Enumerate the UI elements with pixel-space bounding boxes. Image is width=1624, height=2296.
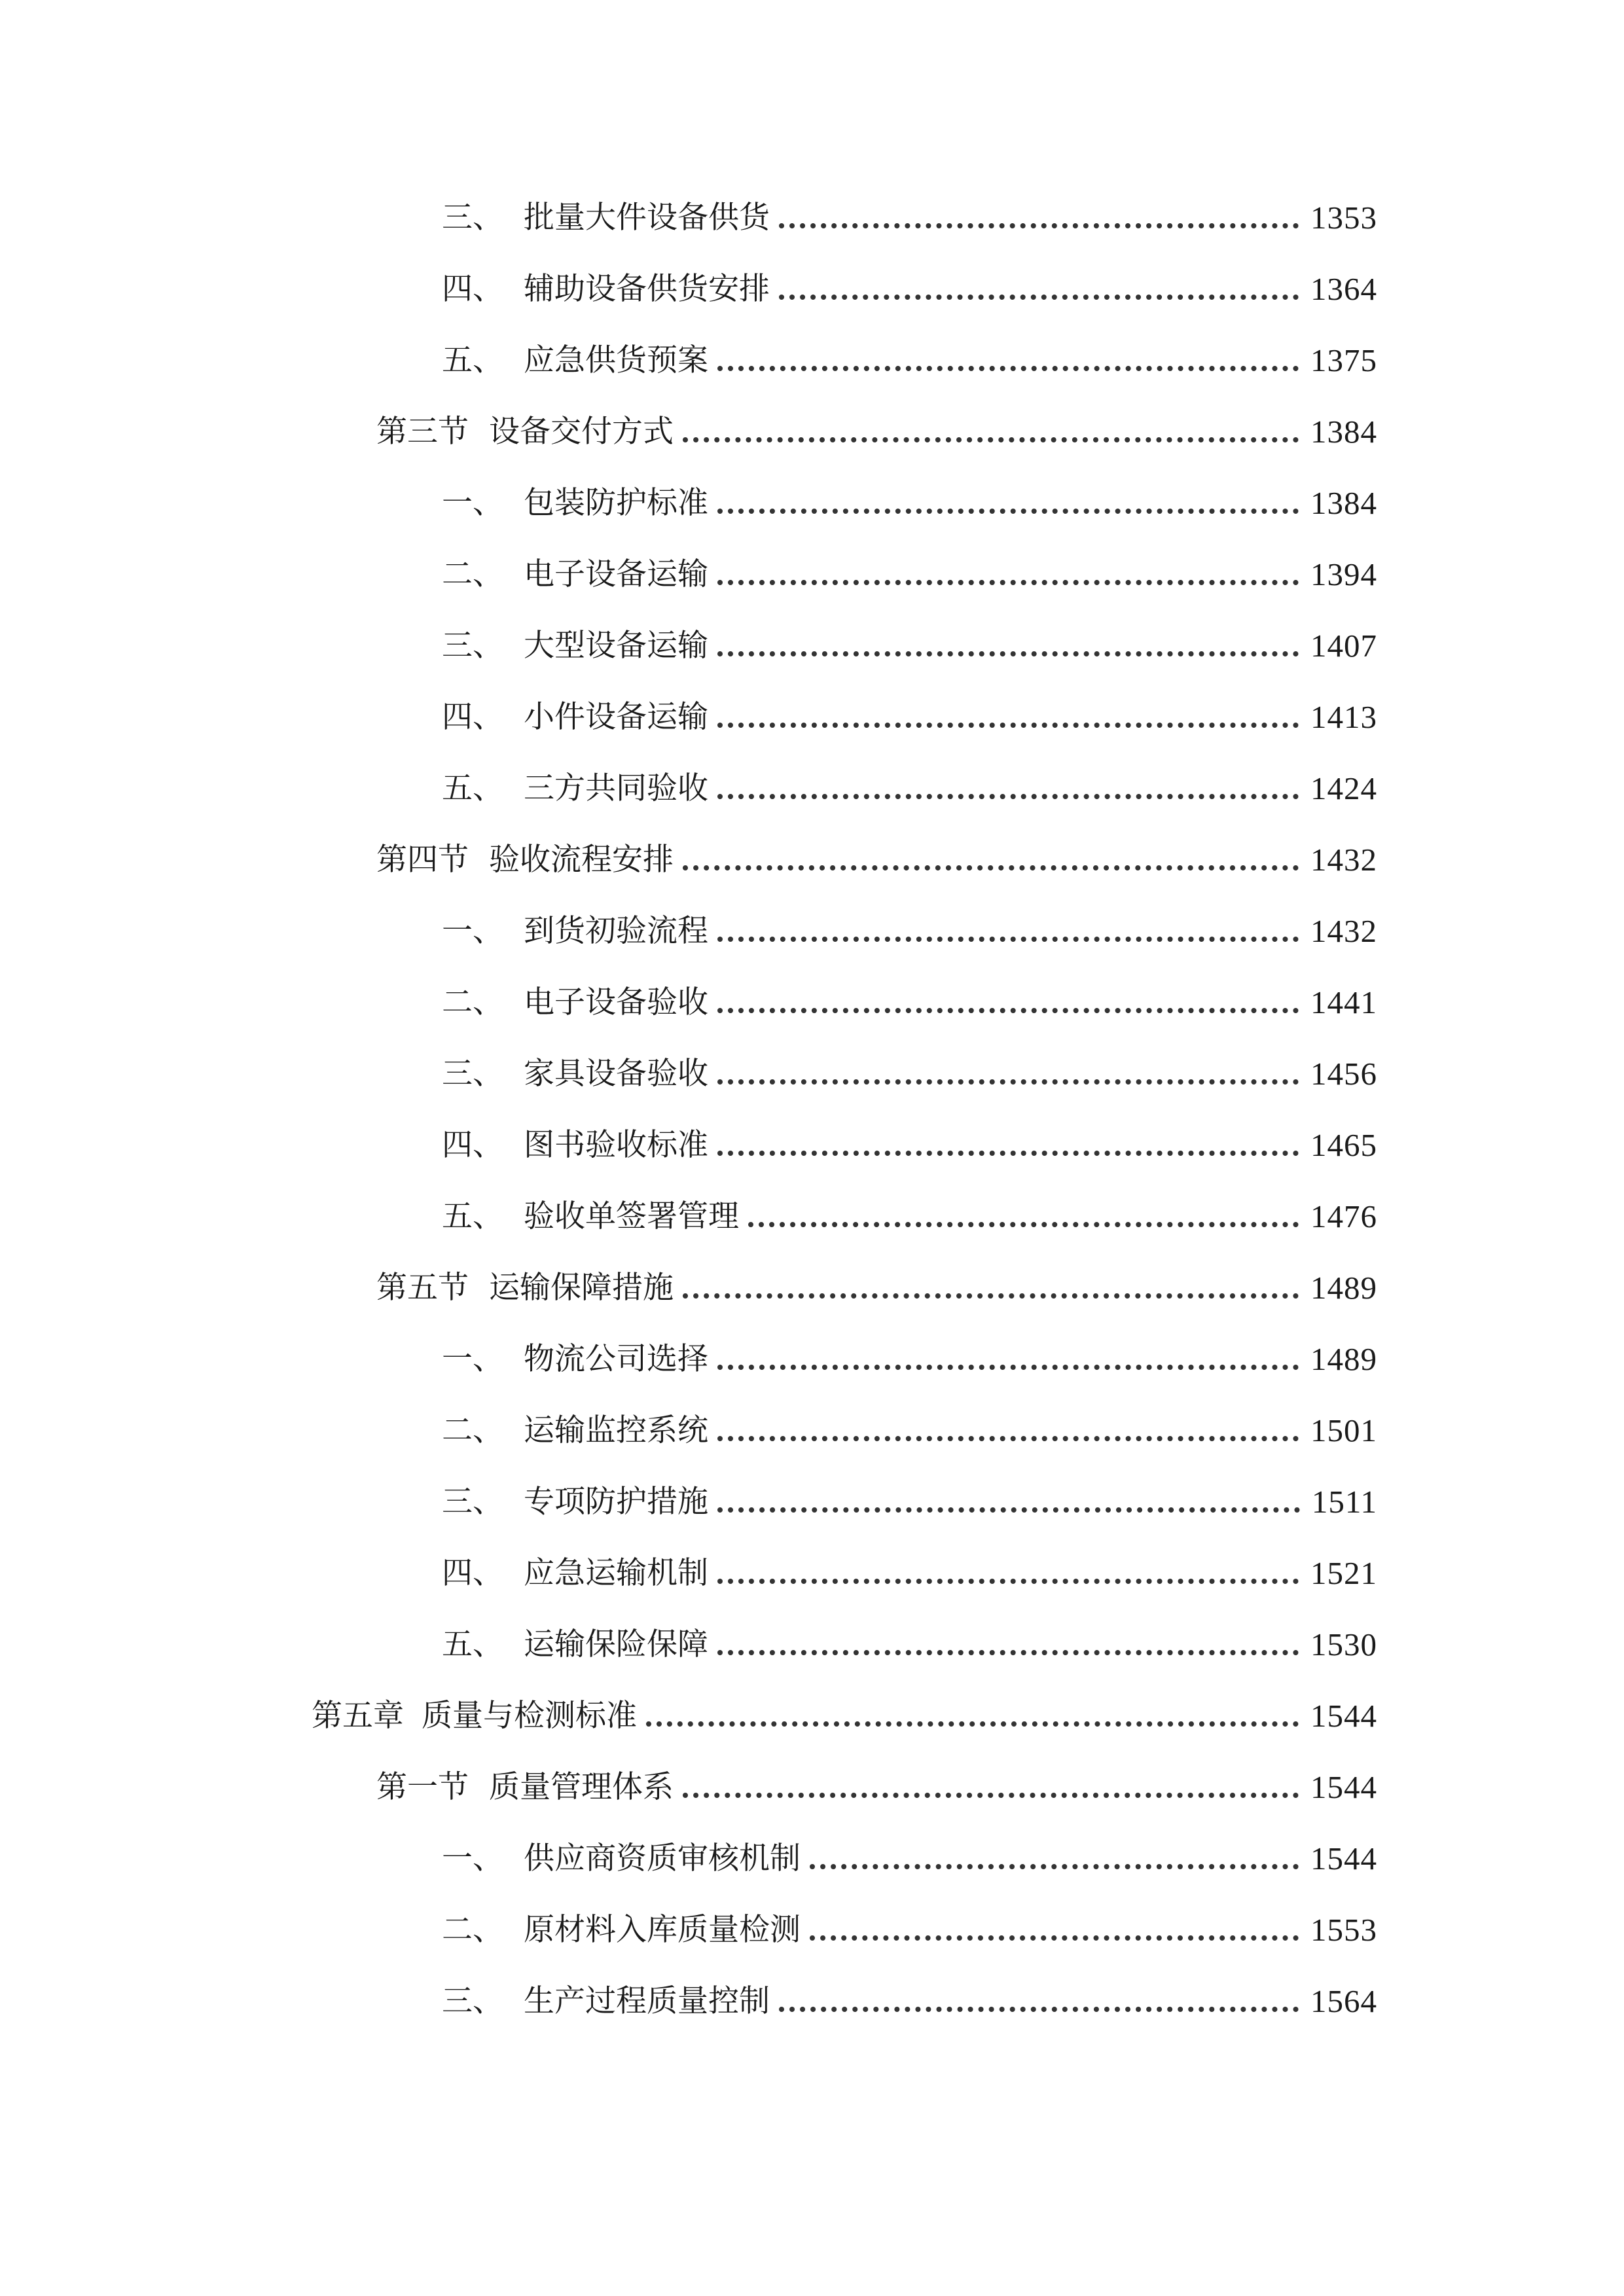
- dot-leader: [717, 1008, 1299, 1013]
- dot-leader: [683, 865, 1299, 870]
- toc-entry-number: 一、: [442, 1840, 503, 1876]
- toc-entry-page: 1407: [1310, 628, 1377, 664]
- toc-entry-page: 1564: [1310, 1983, 1377, 2019]
- toc-entry-title: 家具设备验收: [524, 1056, 708, 1092]
- dot-leader: [717, 794, 1299, 799]
- dot-leader: [717, 1436, 1299, 1441]
- dot-leader: [683, 1293, 1299, 1299]
- toc-entry-page: 1424: [1310, 770, 1377, 806]
- toc-entry-number: 五、: [442, 342, 503, 378]
- dot-leader: [646, 1721, 1299, 1727]
- dot-leader: [717, 366, 1299, 371]
- toc-entry-number: 第五章: [312, 1698, 404, 1734]
- toc-entry-title: 辅助设备供货安排: [524, 271, 770, 307]
- dot-leader: [779, 295, 1299, 300]
- toc-entry-title: 应急供货预案: [524, 342, 708, 378]
- toc-entry-title: 到货初验流程: [524, 913, 708, 949]
- toc-entry-number: 二、: [442, 556, 503, 592]
- dot-leader: [717, 937, 1299, 942]
- toc-entry-title: 电子设备验收: [524, 984, 708, 1020]
- toc-entry-title: 大型设备运输: [524, 628, 708, 664]
- toc-entry[interactable]: [312, 1690, 1377, 1742]
- toc-entry-number: 一、: [442, 1341, 503, 1377]
- toc-entry[interactable]: [442, 548, 1377, 601]
- dot-leader: [717, 1151, 1299, 1156]
- dot-leader: [717, 1079, 1299, 1085]
- toc-entry-number: 三、: [442, 1484, 503, 1520]
- toc-entry-page: 1353: [1310, 200, 1377, 236]
- toc-entry[interactable]: [376, 406, 1377, 458]
- toc-entry-number: 二、: [442, 984, 503, 1020]
- toc-entry-page: 1476: [1310, 1198, 1377, 1234]
- dot-leader: [810, 1864, 1299, 1869]
- toc-entry-title: 三方共同验收: [524, 770, 708, 806]
- dot-leader: [717, 651, 1299, 656]
- toc-entry-number: 四、: [442, 271, 503, 307]
- toc-entry-title: 运输保险保障: [524, 1626, 708, 1662]
- dot-leader: [748, 1222, 1299, 1227]
- toc-entry-page: 1413: [1310, 699, 1377, 735]
- toc-entry-number: 三、: [442, 200, 503, 236]
- toc-entry-number: 二、: [442, 1412, 503, 1448]
- toc-entry[interactable]: [442, 762, 1377, 815]
- toc-entry-page: 1553: [1310, 1912, 1377, 1948]
- toc-entry-page: 1384: [1310, 485, 1377, 521]
- toc-entry-number: 四、: [442, 1127, 503, 1163]
- dot-leader: [717, 580, 1299, 585]
- toc-entry-title: 包装防护标准: [524, 485, 708, 521]
- toc-entry-title: 应急运输机制: [524, 1555, 708, 1591]
- toc-entry[interactable]: [442, 1547, 1377, 1600]
- toc-entry-page: 1544: [1310, 1769, 1377, 1805]
- toc-entry-title: 生产过程质量控制: [524, 1983, 770, 2019]
- toc-entry-page: 1511: [1311, 1484, 1377, 1520]
- toc-entry-number: 五、: [442, 770, 503, 806]
- toc-entry-number: 三、: [442, 1056, 503, 1092]
- dot-leader: [683, 1793, 1299, 1798]
- toc-entry-number: 五、: [442, 1626, 503, 1662]
- toc-entry[interactable]: [442, 1904, 1377, 1956]
- toc-entry-page: 1432: [1310, 913, 1377, 949]
- toc-entry[interactable]: [442, 1333, 1377, 1386]
- toc-entry-number: 三、: [442, 1983, 503, 2019]
- dot-leader: [683, 437, 1299, 442]
- toc-entry-page: 1441: [1310, 984, 1377, 1020]
- toc-entry-number: 第四节: [376, 842, 469, 878]
- toc-entry[interactable]: [376, 834, 1377, 886]
- toc-entry[interactable]: [442, 1975, 1377, 2028]
- toc-entry-title: 原材料入库质量检测: [524, 1912, 801, 1948]
- toc-entry-title: 批量大件设备供货: [524, 200, 770, 236]
- toc-entry[interactable]: [442, 905, 1377, 958]
- dot-leader: [717, 723, 1299, 728]
- toc-entry-title: 质量管理体系: [489, 1769, 674, 1805]
- dot-leader: [717, 1365, 1299, 1370]
- toc-entry-number: 二、: [442, 1912, 503, 1948]
- toc-entry-page: 1489: [1310, 1341, 1377, 1377]
- toc-entry-number: 一、: [442, 485, 503, 521]
- toc-entry-title: 供应商资质审核机制: [524, 1840, 801, 1876]
- toc-entry[interactable]: [442, 1191, 1377, 1243]
- toc-entry-page: 1364: [1310, 271, 1377, 307]
- toc-entry-page: 1521: [1310, 1555, 1377, 1591]
- toc-entry-number: 四、: [442, 699, 503, 735]
- toc-entry-page: 1544: [1310, 1698, 1377, 1734]
- toc-entry-title: 运输保障措施: [489, 1270, 674, 1306]
- toc-entry[interactable]: [442, 334, 1377, 387]
- toc-entry-title: 专项防护措施: [524, 1484, 708, 1520]
- toc-entry-number: 第五节: [376, 1270, 469, 1306]
- toc-entry-number: 第三节: [376, 414, 469, 450]
- toc-entry-title: 图书验收标准: [524, 1127, 708, 1163]
- toc-entry[interactable]: [376, 1761, 1377, 1814]
- toc-entry-page: 1530: [1310, 1626, 1377, 1662]
- toc-entry-title: 质量与检测标准: [422, 1698, 637, 1734]
- toc-entry-title: 物流公司选择: [524, 1341, 708, 1377]
- toc-entry[interactable]: [442, 1833, 1377, 1885]
- toc-entry-number: 五、: [442, 1198, 503, 1234]
- toc-entry-title: 设备交付方式: [489, 414, 674, 450]
- toc-entry[interactable]: [442, 620, 1377, 672]
- toc-entry-number: 三、: [442, 628, 503, 664]
- dot-leader: [810, 1935, 1299, 1941]
- toc-entry[interactable]: [442, 263, 1377, 315]
- dot-leader: [717, 1507, 1300, 1513]
- toc-entry-number: 一、: [442, 913, 503, 949]
- toc-entry[interactable]: [442, 1048, 1377, 1100]
- toc-entry-title: 验收流程安排: [489, 842, 674, 878]
- toc-entry-page: 1394: [1310, 556, 1377, 592]
- toc-entry-page: 1375: [1310, 342, 1377, 378]
- toc-entry-page: 1432: [1310, 842, 1377, 878]
- toc-entry-page: 1465: [1310, 1127, 1377, 1163]
- toc-entry-title: 小件设备运输: [524, 699, 708, 735]
- toc-entry-page: 1544: [1310, 1840, 1377, 1876]
- toc-entry[interactable]: [442, 977, 1377, 1029]
- toc-entry[interactable]: [442, 1476, 1377, 1528]
- toc-entry[interactable]: [442, 477, 1377, 529]
- dot-leader: [779, 223, 1299, 228]
- toc-entry-number: 第一节: [376, 1769, 469, 1805]
- toc-entry[interactable]: [442, 1405, 1377, 1457]
- dot-leader: [717, 509, 1299, 514]
- toc-entry[interactable]: [442, 1119, 1377, 1172]
- toc-entry-page: 1384: [1310, 414, 1377, 450]
- toc-entry-title: 电子设备运输: [524, 556, 708, 592]
- toc-entry[interactable]: [442, 192, 1377, 244]
- toc-entry-page: 1489: [1310, 1270, 1377, 1306]
- toc-entry[interactable]: [376, 1262, 1377, 1314]
- dot-leader: [717, 1650, 1299, 1655]
- dot-leader: [717, 1579, 1299, 1584]
- toc-entry-page: 1456: [1310, 1056, 1377, 1092]
- toc-entry[interactable]: [442, 1619, 1377, 1671]
- toc-entry[interactable]: [442, 691, 1377, 744]
- dot-leader: [779, 2007, 1299, 2012]
- toc-entry-number: 四、: [442, 1555, 503, 1591]
- toc-entry-page: 1501: [1310, 1412, 1377, 1448]
- toc-entry-title: 验收单签署管理: [524, 1198, 739, 1234]
- toc-entry-title: 运输监控系统: [524, 1412, 708, 1448]
